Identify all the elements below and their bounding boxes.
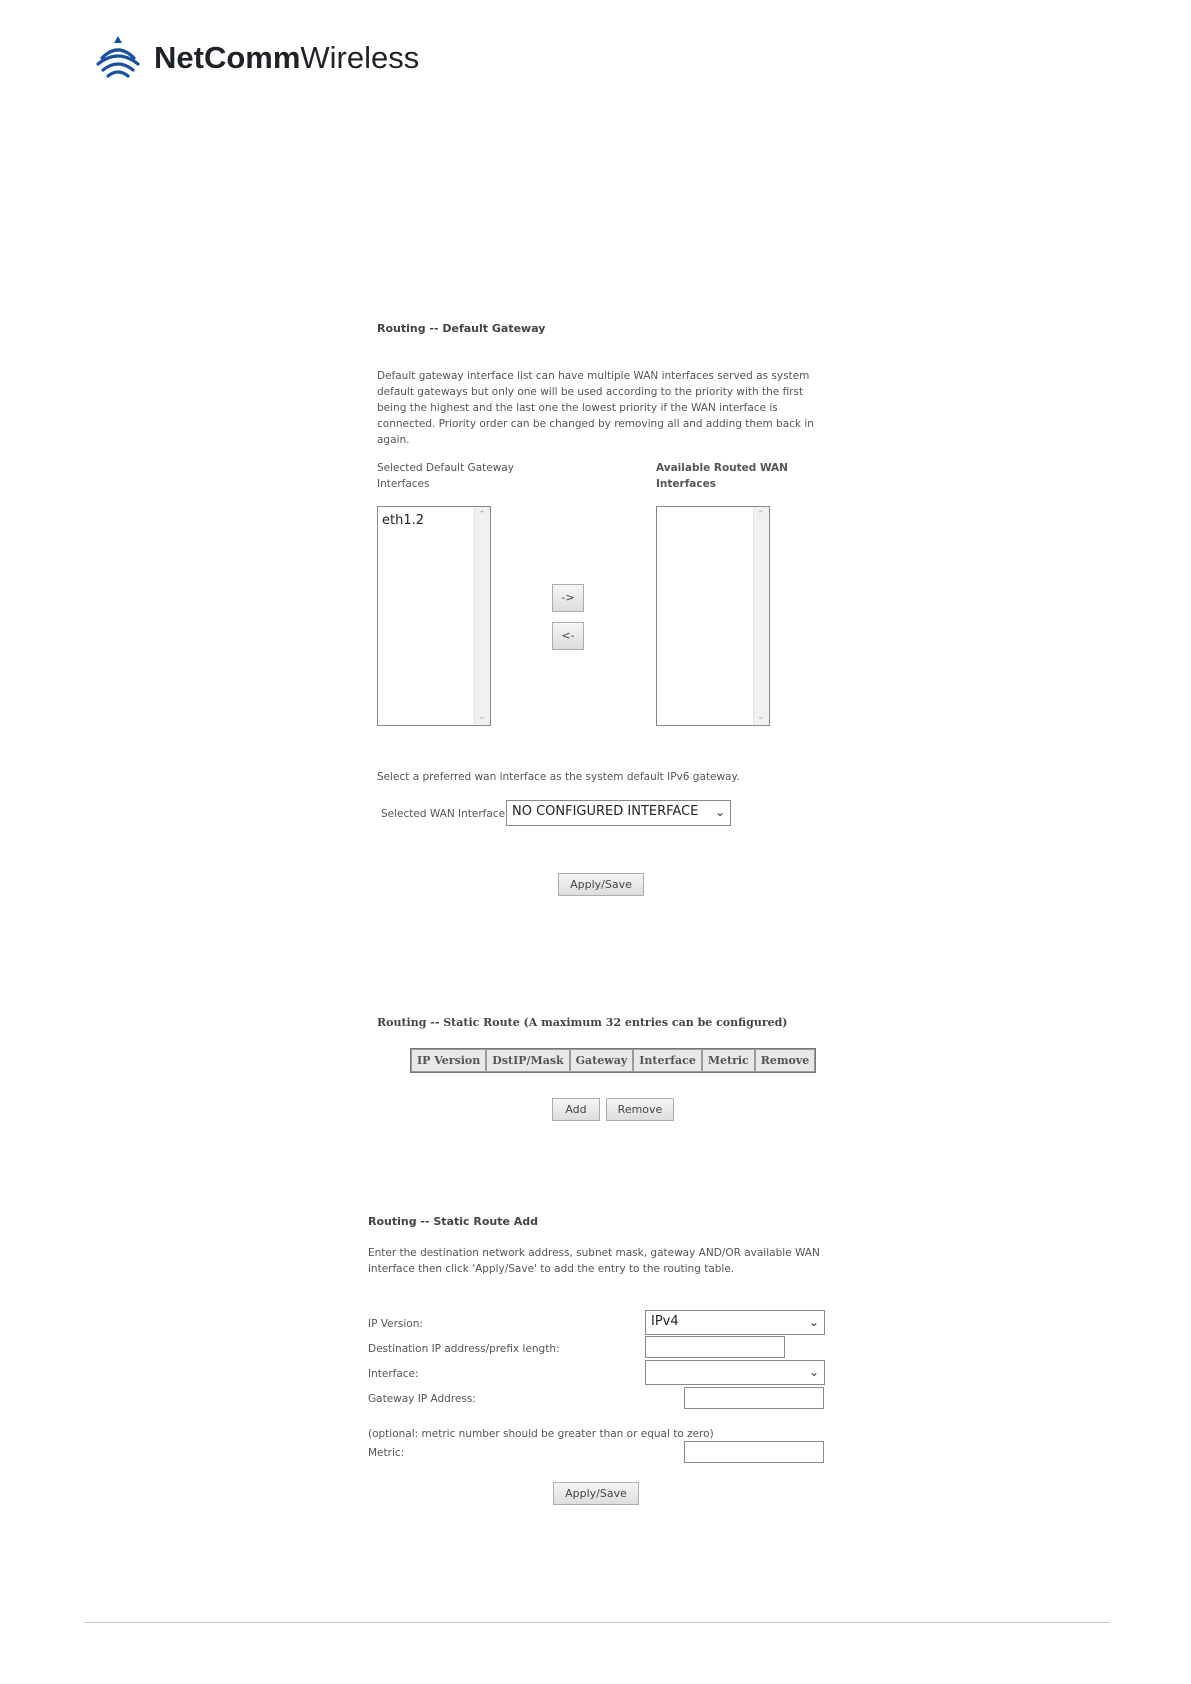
default-gateway-description: Default gateway interface list can have multiple WAN interfaces served as system default gateways but only one will be used according to the priority with the first being the highest and the last one the lowest priority if the WAN interface is connected. Priority order can be changed by removing all and adding them back in again. (377, 370, 814, 446)
wan-interface-select[interactable]: NO CONFIGURED INTERFACE ⌄ (506, 800, 731, 826)
gateway-ip-label: Gateway IP Address: (368, 1393, 476, 1405)
chevron-down-icon: ⌄ (714, 805, 725, 819)
destination-ip-label: Destination IP address/prefix length: (368, 1343, 560, 1355)
metric-label: Metric: (368, 1447, 405, 1459)
column-header: Gateway (570, 1049, 634, 1072)
move-left-button[interactable]: <- (552, 622, 584, 650)
scroll-up-icon[interactable]: ⌃ (478, 510, 486, 520)
interface-select[interactable] (645, 1360, 825, 1385)
footer-divider (84, 1622, 1110, 1623)
column-header: Remove (755, 1049, 816, 1072)
move-right-button[interactable]: -> (552, 584, 584, 612)
list-item[interactable]: eth1.2 (382, 513, 425, 528)
brand-name: NetCommWireless (154, 40, 420, 75)
chevron-down-icon: ⌄ (808, 1315, 819, 1329)
ipv6-gateway-note: Select a preferred wan interface as the system default IPv6 gateway. (377, 771, 740, 783)
column-header: Metric (702, 1049, 755, 1072)
static-route-add-title: Routing -- Static Route Add (368, 1215, 539, 1228)
static-route-add-description: Enter the destination network address, subnet mask, gateway AND/OR available WAN interface then click 'Apply/Save' to add the entry to the routing table. (368, 1247, 820, 1275)
static-route-title: Routing -- Static Route (A maximum 32 entries can be configured) (377, 1016, 788, 1029)
wifi-signal-icon (94, 34, 142, 82)
scrollbar[interactable] (753, 507, 769, 725)
static-route-table (410, 1048, 816, 1073)
column-header: IP Version (411, 1049, 486, 1072)
destination-ip-input[interactable] (645, 1336, 785, 1358)
selected-gateways-listbox[interactable] (377, 506, 491, 726)
ip-version-select[interactable]: IPv4 ⌄ (645, 1310, 825, 1335)
selected-gateways-label: Selected Default Gateway Interfaces (377, 462, 514, 490)
route-add-apply-save-button[interactable]: Apply/Save (553, 1482, 639, 1505)
default-gateway-title: Routing -- Default Gateway (377, 322, 546, 335)
wan-interface-label: Selected WAN Interface (381, 808, 506, 820)
column-header: Interface (633, 1049, 702, 1072)
available-wan-label: Available Routed WAN Interfaces (656, 462, 788, 490)
gateway-ip-input[interactable] (684, 1387, 824, 1409)
add-route-button[interactable]: Add (552, 1098, 600, 1121)
ip-version-label: IP Version: (368, 1318, 423, 1330)
column-header: DstIP/Mask (486, 1049, 569, 1072)
interface-label: Interface: (368, 1368, 419, 1380)
metric-input[interactable] (684, 1441, 824, 1463)
available-wan-listbox[interactable] (656, 506, 770, 726)
chevron-down-icon: ⌄ (808, 1365, 819, 1379)
scroll-up-icon[interactable]: ⌃ (757, 510, 765, 520)
scrollbar[interactable] (474, 507, 490, 725)
metric-note: (optional: metric number should be greater than or equal to zero) (368, 1428, 714, 1440)
scroll-down-icon[interactable]: ⌄ (757, 712, 765, 722)
scroll-down-icon[interactable]: ⌄ (478, 712, 486, 722)
gateway-apply-save-button[interactable]: Apply/Save (558, 873, 644, 896)
table-header-row (411, 1049, 815, 1072)
remove-route-button[interactable]: Remove (606, 1098, 674, 1121)
